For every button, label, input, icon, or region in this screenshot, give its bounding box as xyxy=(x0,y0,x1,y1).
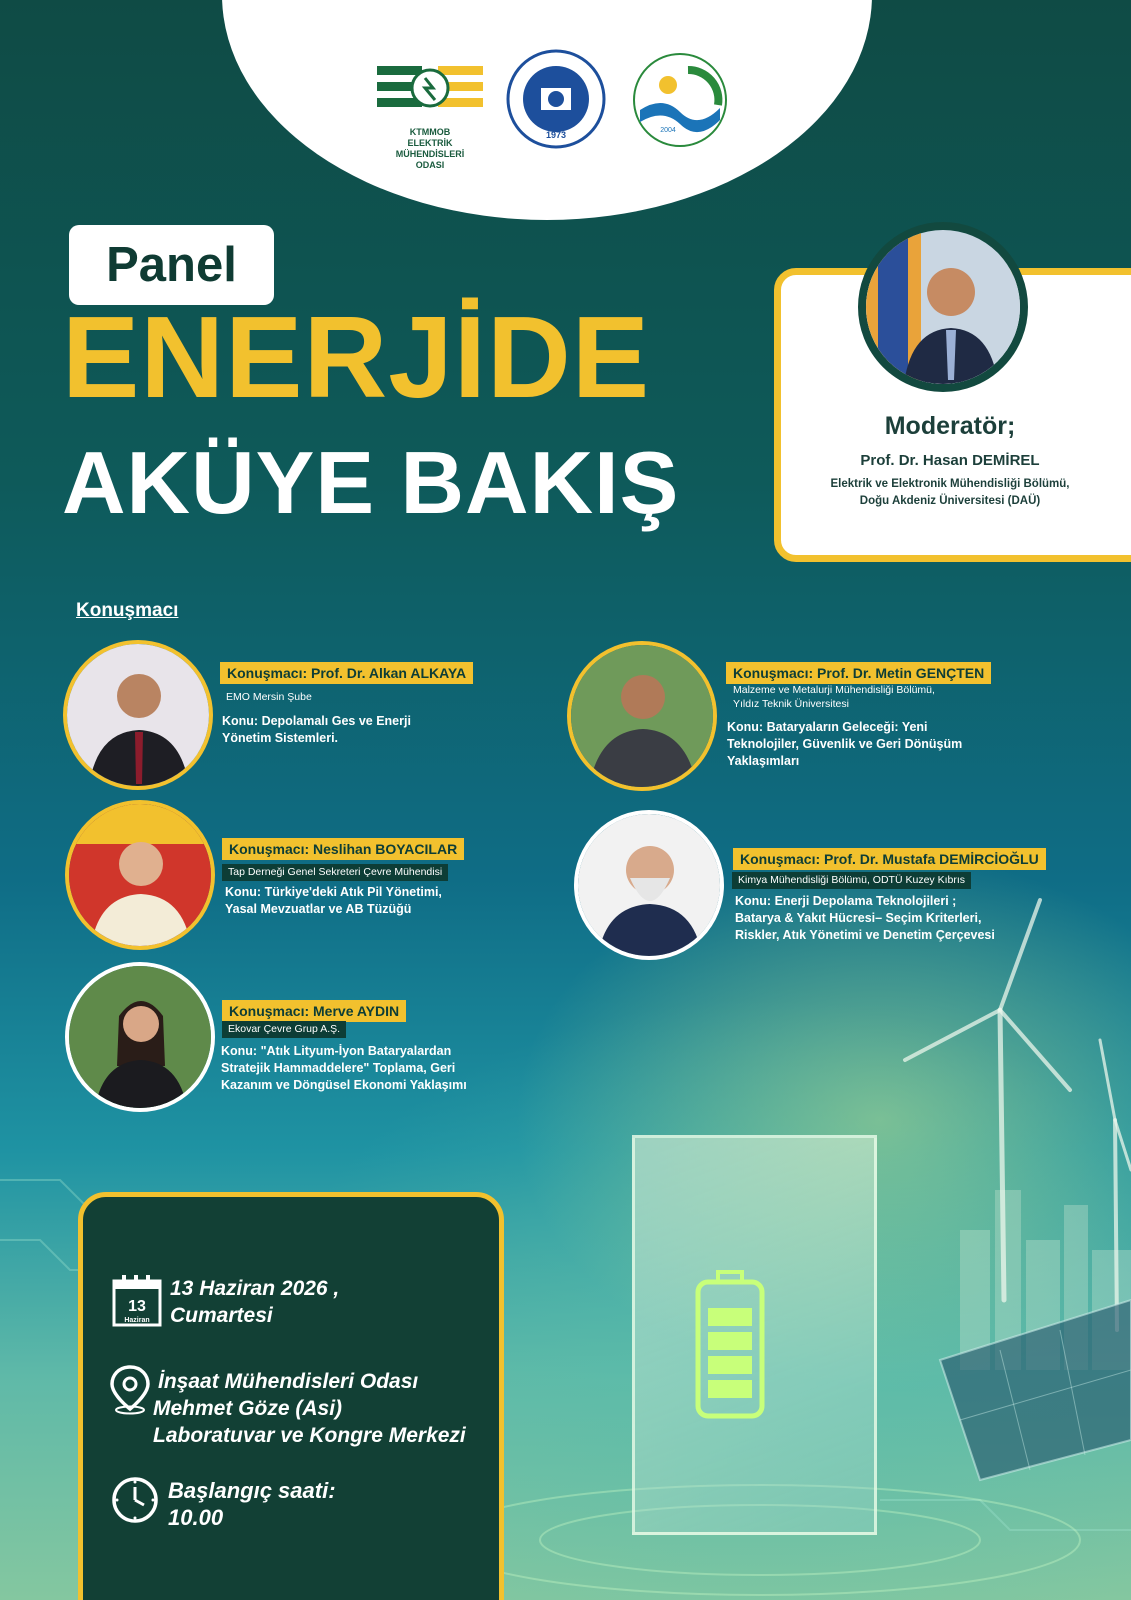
emo-logo-line3: ODASI xyxy=(415,160,445,170)
speaker-portrait-icon xyxy=(69,804,211,946)
moderator-dept-line2: Doğu Akdeniz Üniversitesi (DAÜ) xyxy=(859,495,1041,507)
speaker-affil-alkaya: EMO Mersin Şube xyxy=(226,691,312,703)
topic-line: Konu: Depolamalı Ges ve Enerji xyxy=(222,714,411,728)
topic-line: Teknolojiler, Güvenlik ve Geri Dönüşüm xyxy=(727,737,963,751)
moderator-heading: Moderatör; xyxy=(884,412,1016,440)
event-start-time xyxy=(168,1477,336,1531)
speaker-photo-gencten xyxy=(567,641,717,791)
speaker-affil-demircioglu: Kimya Mühendisliği Bölümü, ODTÜ Kuzey Kıbrıs xyxy=(732,872,971,889)
topic-line: Kazanım ve Döngüsel Ekonomi Yaklaşımı xyxy=(221,1078,467,1092)
venue-line: Laboratuvar ve Kongre Merkezi xyxy=(153,1424,466,1447)
moderator-name: Prof. Dr. Hasan DEMİREL xyxy=(860,452,1040,469)
speaker-photo-boyacilar xyxy=(65,800,215,950)
title-line-1: ENERJİDE xyxy=(62,292,651,422)
speaker-photo-demircioglu xyxy=(574,810,724,960)
speaker-tag-alkaya: Konuşmacı: Prof. Dr. Alkan ALKAYA xyxy=(220,662,473,684)
emo-logo-line2: ELEKTRİK MÜHENDİSLERİ xyxy=(395,138,465,159)
venue-line: İnşaat Mühendisleri Odası xyxy=(158,1370,419,1393)
affil-line: Yıldız Teknik Üniversitesi xyxy=(733,698,849,710)
speaker-affil-aydin: Ekovar Çevre Grup A.Ş. xyxy=(222,1021,346,1038)
svg-text:1973: 1973 xyxy=(545,130,567,140)
date-line: 13 Haziran 2026 , xyxy=(170,1277,340,1300)
cevre-muhendisleri-odasi-logo xyxy=(628,50,732,155)
emo-logo-line1: KTMMOB xyxy=(409,127,451,137)
moderator-portrait-icon xyxy=(866,230,1020,384)
svg-text:2004: 2004 xyxy=(660,127,676,134)
topic-line: Yaklaşımları xyxy=(727,754,800,768)
location-pin-icon xyxy=(110,1365,150,1420)
speaker-topic-aydin xyxy=(221,1043,467,1094)
day-line: Cumartesi xyxy=(170,1304,273,1327)
speaker-portrait-icon xyxy=(578,814,720,956)
svg-text:Haziran: Haziran xyxy=(124,1317,150,1324)
speaker-affil-gencten xyxy=(733,683,935,711)
kimya-muhendisleri-odasi-logo xyxy=(505,48,607,155)
topic-line: Konu: Bataryaların Geleceği: Yeni xyxy=(727,720,928,734)
title-line-2: AKÜYE BAKIŞ xyxy=(62,433,680,532)
speaker-photo-aydin xyxy=(65,962,215,1112)
moderator-dept-line1: Elektrik ve Elektronik Mühendisliği Bölümü, xyxy=(830,478,1070,490)
speaker-topic-alkaya xyxy=(222,713,411,747)
speaker-tag-boyacilar: Konuşmacı: Neslihan BOYACILAR xyxy=(222,838,464,860)
topic-line: Batarya & Yakıt Hücresi– Seçim Kriterleri, xyxy=(735,911,982,925)
affil-line: Malzeme ve Metalurji Mühendisliği Bölümü, xyxy=(733,684,935,696)
calendar-icon xyxy=(112,1275,162,1332)
topic-line: Konu: Enerji Depolama Teknolojileri ; xyxy=(735,894,957,908)
venue-line: Mehmet Göze (Asi) xyxy=(153,1397,343,1420)
topic-line: Yönetim Sistemleri. xyxy=(222,731,339,745)
speaker-portrait-icon xyxy=(67,644,209,786)
start-time-label: Başlangıç saati: xyxy=(168,1478,336,1503)
moderator-department xyxy=(800,476,1100,510)
moderator-photo xyxy=(858,222,1028,392)
start-time-value: 10.00 xyxy=(168,1505,224,1530)
ktmmob-emo-logo xyxy=(375,60,485,171)
event-venue xyxy=(153,1368,466,1449)
panel-badge: Panel xyxy=(69,225,274,305)
speaker-topic-boyacilar xyxy=(225,884,442,918)
topic-line: Stratejik Hammaddelere" Toplama, Geri xyxy=(221,1061,456,1075)
speakers-heading: Konuşmacı xyxy=(76,600,179,621)
event-date xyxy=(170,1275,339,1329)
topic-line: Riskler, Atık Yönetimi ve Denetim Çerçevesi xyxy=(735,928,995,942)
svg-text:13: 13 xyxy=(128,1298,146,1315)
speaker-portrait-icon xyxy=(571,645,713,787)
speaker-affil-boyacilar: Tap Derneği Genel Sekreteri Çevre Mühendisi xyxy=(222,864,448,881)
speaker-portrait-icon xyxy=(69,966,211,1108)
battery-level-icon xyxy=(690,1270,770,1420)
emo-emblem-icon xyxy=(375,60,485,122)
topic-line: Konu: "Atık Lityum-İyon Bataryalardan xyxy=(221,1044,452,1058)
speaker-topic-demircioglu xyxy=(735,893,995,944)
emo-logo-text xyxy=(375,127,485,171)
speaker-photo-alkaya xyxy=(63,640,213,790)
kimya-seal-icon xyxy=(505,48,607,150)
topic-line: Yasal Mevzuatlar ve AB Tüzüğü xyxy=(225,902,412,916)
speaker-tag-aydin: Konuşmacı: Merve AYDIN xyxy=(222,1000,406,1022)
clock-icon xyxy=(110,1475,160,1530)
topic-line: Konu: Türkiye'deki Atık Pil Yönetimi, xyxy=(225,885,442,899)
speaker-topic-gencten xyxy=(727,719,962,770)
speaker-tag-gencten: Konuşmacı: Prof. Dr. Metin GENÇTEN xyxy=(726,662,991,684)
cevre-seal-icon xyxy=(628,50,732,150)
speaker-tag-demircioglu: Konuşmacı: Prof. Dr. Mustafa DEMİRCİOĞLU xyxy=(733,848,1046,870)
